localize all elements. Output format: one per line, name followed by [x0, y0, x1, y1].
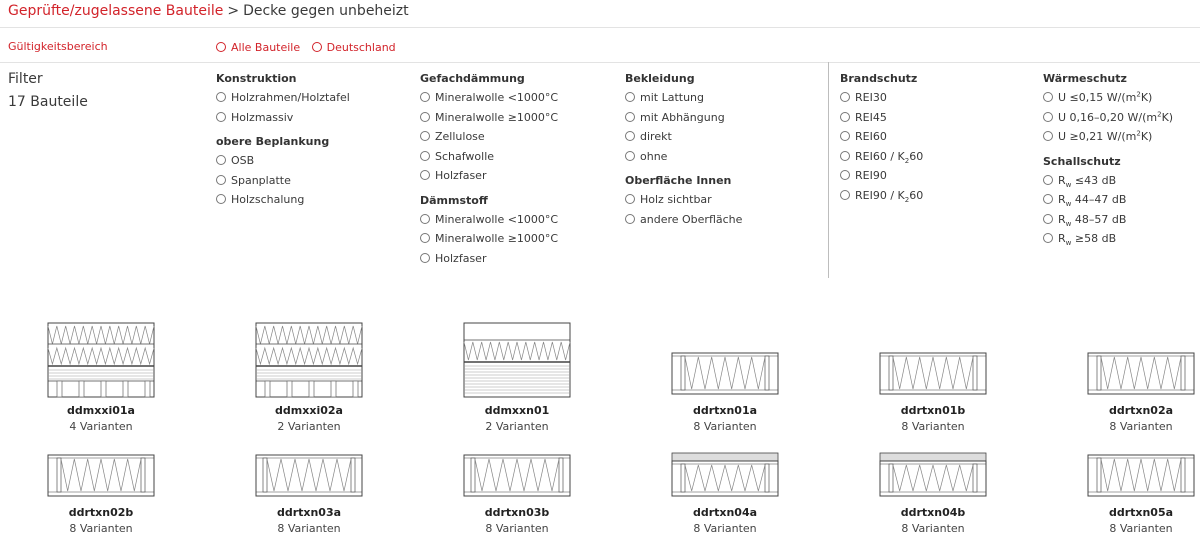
filter-option-spanplatte[interactable] [216, 174, 350, 194]
filter-option-rei45[interactable] [840, 111, 923, 131]
group-title-waermeschutz: Wärmeschutz [1043, 72, 1127, 85]
option-subscript: w [1065, 239, 1072, 248]
radio-icon [420, 233, 430, 243]
component-name[interactable]: ddrtxn01b [900, 404, 966, 417]
component-thumbnail[interactable] [463, 322, 571, 398]
filter-divider [828, 62, 829, 278]
option-label: 44–47 dB [1071, 193, 1127, 206]
filter-option-ohne[interactable] [625, 150, 742, 170]
component-card[interactable] [645, 322, 805, 434]
radio-icon [216, 112, 226, 122]
option-subscript: w [1065, 180, 1072, 189]
component-thumbnail[interactable] [879, 452, 987, 500]
component-name[interactable]: ddrtxn02b [68, 506, 134, 519]
component-variants: 8 Varianten [69, 522, 133, 535]
group-title-gefachdaemmung: Gefachdämmung [420, 72, 525, 85]
filter-option-rei30[interactable] [840, 91, 923, 111]
component-name[interactable]: ddrtxn04b [900, 506, 966, 519]
radio-icon [625, 92, 635, 102]
radio-icon [216, 194, 226, 204]
radio-icon [1043, 112, 1053, 122]
radio-icon [420, 151, 430, 161]
filter-option-rei60-k260[interactable] [840, 150, 923, 170]
filter-option-rw-48-57[interactable] [1043, 213, 1173, 233]
component-variants: 8 Varianten [1109, 522, 1173, 535]
filter-option-rei90-k260[interactable] [840, 189, 923, 209]
component-card[interactable] [229, 322, 389, 434]
filter-option-rw-ge58[interactable] [1043, 232, 1173, 252]
option-subscript: 2 [904, 156, 910, 165]
group-title-brandschutz: Brandschutz [840, 72, 918, 85]
component-name[interactable]: ddmxxn01 [484, 404, 550, 417]
filter-option-rei60[interactable] [840, 130, 923, 150]
filter-option-zellulose[interactable] [420, 130, 558, 150]
group-title-bekleidung: Bekleidung [625, 72, 695, 85]
option-label: U 0,16–0,20 W/(m [1058, 110, 1158, 124]
radio-icon [625, 214, 635, 224]
component-card[interactable] [229, 452, 389, 536]
component-card[interactable] [1061, 452, 1200, 536]
filter-option-rei90[interactable] [840, 169, 923, 189]
filter-option-mit-abhaengung[interactable] [625, 111, 742, 131]
radio-icon [1043, 194, 1053, 204]
scope-label: Gültigkeitsbereich [8, 40, 108, 53]
radio-icon [420, 214, 430, 224]
radio-icon [420, 92, 430, 102]
filter-option-mit-lattung[interactable] [625, 91, 742, 111]
radio-icon [625, 151, 635, 161]
radio-icon [420, 170, 430, 180]
radio-icon [840, 170, 850, 180]
scope-divider [0, 62, 1200, 63]
component-card[interactable] [853, 452, 1013, 536]
component-card[interactable] [437, 322, 597, 434]
filter-option-u-ge021[interactable] [1043, 130, 1173, 150]
component-thumbnail[interactable] [47, 322, 155, 398]
breadcrumb [8, 3, 409, 19]
option-label: REI60 / K [855, 149, 905, 163]
option-label: Holzfaser [435, 169, 487, 182]
component-card[interactable] [21, 452, 181, 536]
component-card[interactable] [1061, 322, 1200, 434]
option-prefix: R [1058, 173, 1066, 187]
component-thumbnail[interactable] [255, 452, 363, 500]
option-label-suffix: K) [1140, 91, 1153, 104]
filter-option-holzrahmen[interactable] [216, 91, 350, 111]
filter-column-konstruktion [216, 72, 350, 213]
option-label: U ≥0,21 W/(m [1058, 130, 1137, 143]
filter-option-holzmassiv[interactable] [216, 111, 350, 131]
component-name[interactable]: ddmxxi02a [275, 404, 343, 417]
component-variants: 8 Varianten [277, 522, 341, 535]
component-variants: 8 Varianten [693, 522, 757, 535]
option-label: mit Abhängung [640, 110, 725, 124]
option-label: Mineralwolle <1000°C [435, 91, 559, 104]
option-label: 48–57 dB [1071, 212, 1127, 226]
filter-option-rw-44-47[interactable] [1043, 193, 1173, 213]
option-label: ≥58 dB [1071, 232, 1117, 245]
option-label: Holz sichtbar [640, 193, 712, 206]
scope-option-deutschland[interactable] [312, 41, 396, 54]
filter-option-osb[interactable] [216, 154, 350, 174]
option-prefix: R [1058, 232, 1066, 245]
option-label: ohne [640, 149, 668, 163]
filter-option-holzschalung[interactable] [216, 193, 350, 213]
component-name[interactable]: ddrtxn02a [1108, 404, 1174, 417]
option-label: Mineralwolle ≥1000°C [435, 232, 559, 245]
radio-icon [420, 253, 430, 263]
option-label: Spanplatte [231, 173, 291, 187]
radio-icon [1043, 92, 1053, 102]
option-label-suffix: 60 [909, 149, 924, 163]
component-name[interactable]: ddmxxi01a [67, 404, 135, 417]
radio-icon [1043, 175, 1053, 185]
option-label: REI30 [855, 91, 887, 104]
filter-option-schafwolle[interactable] [420, 150, 558, 170]
option-label: Holzrahmen/Holztafel [231, 91, 350, 104]
option-subscript: 2 [904, 195, 910, 204]
filter-column-brandschutz [840, 72, 923, 208]
option-label: Mineralwolle <1000°C [435, 212, 559, 226]
option-subscript: w [1065, 200, 1072, 209]
scope-option-label: Deutschland [326, 41, 396, 54]
option-label: Mineralwolle ≥1000°C [435, 110, 559, 124]
component-thumbnail[interactable] [47, 452, 155, 500]
breadcrumb-link[interactable]: Geprüfte/zugelassene Bauteile [8, 3, 224, 19]
option-label: Holzfaser [435, 251, 487, 265]
component-name[interactable]: ddrtxn05a [1108, 506, 1174, 519]
component-thumbnail[interactable] [671, 350, 779, 398]
radio-icon [840, 92, 850, 102]
option-label-suffix: 60 [909, 188, 924, 202]
component-variants: 4 Varianten [69, 420, 133, 433]
scope-options [216, 41, 404, 54]
radio-icon [840, 151, 850, 161]
radio-icon [840, 190, 850, 200]
option-label: mit Lattung [640, 91, 705, 104]
radio-icon [216, 92, 226, 102]
component-name[interactable]: ddrtxn04a [692, 506, 758, 519]
component-thumbnail[interactable] [255, 322, 363, 398]
radio-icon [420, 131, 430, 141]
option-superscript: 2 [1136, 90, 1141, 99]
component-thumbnail[interactable] [671, 452, 779, 500]
option-label: REI90 [855, 169, 887, 182]
component-thumbnail[interactable] [1087, 452, 1195, 500]
component-count: 17 Bauteile [8, 94, 88, 110]
component-card[interactable] [853, 322, 1013, 434]
radio-icon [216, 155, 226, 165]
option-label: U ≤0,15 W/(m [1058, 91, 1137, 104]
component-variants: 8 Varianten [901, 522, 965, 535]
scope-option-label: Alle Bauteile [231, 41, 301, 54]
filter-option-rw-le43[interactable] [1043, 174, 1173, 194]
filter-option-andere-oberflaeche[interactable] [625, 213, 742, 233]
radio-icon [840, 131, 850, 141]
radio-icon [625, 194, 635, 204]
option-superscript: 2 [1136, 129, 1141, 138]
option-label: REI60 [855, 130, 887, 143]
filter-column-daemmung [420, 72, 558, 271]
radio-icon [840, 112, 850, 122]
breadcrumb-separator: > [227, 3, 240, 19]
option-label: direkt [640, 130, 672, 143]
filter-option-mineralwolle-ge1000[interactable] [420, 111, 558, 131]
component-variants: 8 Varianten [485, 522, 549, 535]
filter-column-waerme-schall [1043, 72, 1173, 252]
filter-option-u-016-020[interactable] [1043, 111, 1173, 131]
filter-column-bekleidung [625, 72, 742, 232]
filter-option-daemmstoff-mineralwolle-ge1000[interactable] [420, 232, 558, 252]
group-title-schallschutz: Schallschutz [1043, 154, 1121, 168]
component-thumbnail[interactable] [879, 350, 987, 398]
filter-option-daemmstoff-holzfaser[interactable] [420, 252, 558, 272]
option-label: Holzmassiv [231, 110, 294, 124]
radio-icon [312, 42, 322, 52]
option-superscript: 2 [1157, 109, 1162, 118]
component-card[interactable] [21, 322, 181, 434]
component-variants: 2 Varianten [277, 420, 341, 433]
page-title: Decke gegen unbeheizt [243, 3, 409, 19]
group-title-daemmstoff: Dämmstoff [420, 193, 488, 207]
filter-option-u-le015[interactable] [1043, 91, 1173, 111]
component-thumbnail[interactable] [463, 452, 571, 500]
group-title-beplankung: obere Beplankung [216, 135, 330, 148]
radio-icon [1043, 214, 1053, 224]
filter-option-mineralwolle-lt1000[interactable] [420, 91, 558, 111]
radio-icon [216, 42, 226, 52]
radio-icon [1043, 233, 1053, 243]
filter-title: Filter [8, 71, 43, 87]
radio-icon [625, 112, 635, 122]
component-thumbnail[interactable] [1087, 350, 1195, 398]
component-variants: 2 Varianten [485, 420, 549, 433]
component-name[interactable]: ddrtxn03a [276, 506, 342, 519]
group-title-oberflaeche: Oberfläche Innen [625, 174, 732, 187]
radio-icon [216, 175, 226, 185]
component-variants: 8 Varianten [693, 420, 757, 433]
filter-option-holzfaser[interactable] [420, 169, 558, 189]
component-name[interactable]: ddrtxn03b [484, 506, 550, 519]
option-label: OSB [231, 154, 255, 167]
component-name[interactable]: ddrtxn01a [692, 404, 758, 417]
header-divider [0, 27, 1200, 28]
option-subscript: w [1065, 219, 1072, 228]
group-title-konstruktion: Konstruktion [216, 72, 297, 85]
option-label: andere Oberfläche [640, 212, 743, 226]
option-label-suffix: K) [1140, 130, 1153, 143]
option-label: Holzschalung [231, 193, 305, 206]
option-label: REI45 [855, 110, 887, 124]
option-label: REI90 / K [855, 188, 905, 202]
component-variants: 8 Varianten [1109, 420, 1173, 433]
option-prefix: R [1058, 193, 1066, 206]
component-variants: 8 Varianten [901, 420, 965, 433]
radio-icon [420, 112, 430, 122]
component-card[interactable] [645, 452, 805, 536]
radio-icon [1043, 131, 1053, 141]
option-label: Schafwolle [435, 149, 495, 163]
filter-option-daemmstoff-mineralwolle-lt1000[interactable] [420, 213, 558, 233]
radio-icon [625, 131, 635, 141]
option-label: Zellulose [435, 130, 485, 143]
option-label: ≤43 dB [1071, 173, 1117, 187]
option-prefix: R [1058, 212, 1066, 226]
filter-option-direkt[interactable] [625, 130, 742, 150]
scope-option-alle-bauteile[interactable] [216, 41, 300, 54]
option-label-suffix: K) [1161, 110, 1174, 124]
component-card[interactable] [437, 452, 597, 536]
filter-option-holz-sichtbar[interactable] [625, 193, 742, 213]
